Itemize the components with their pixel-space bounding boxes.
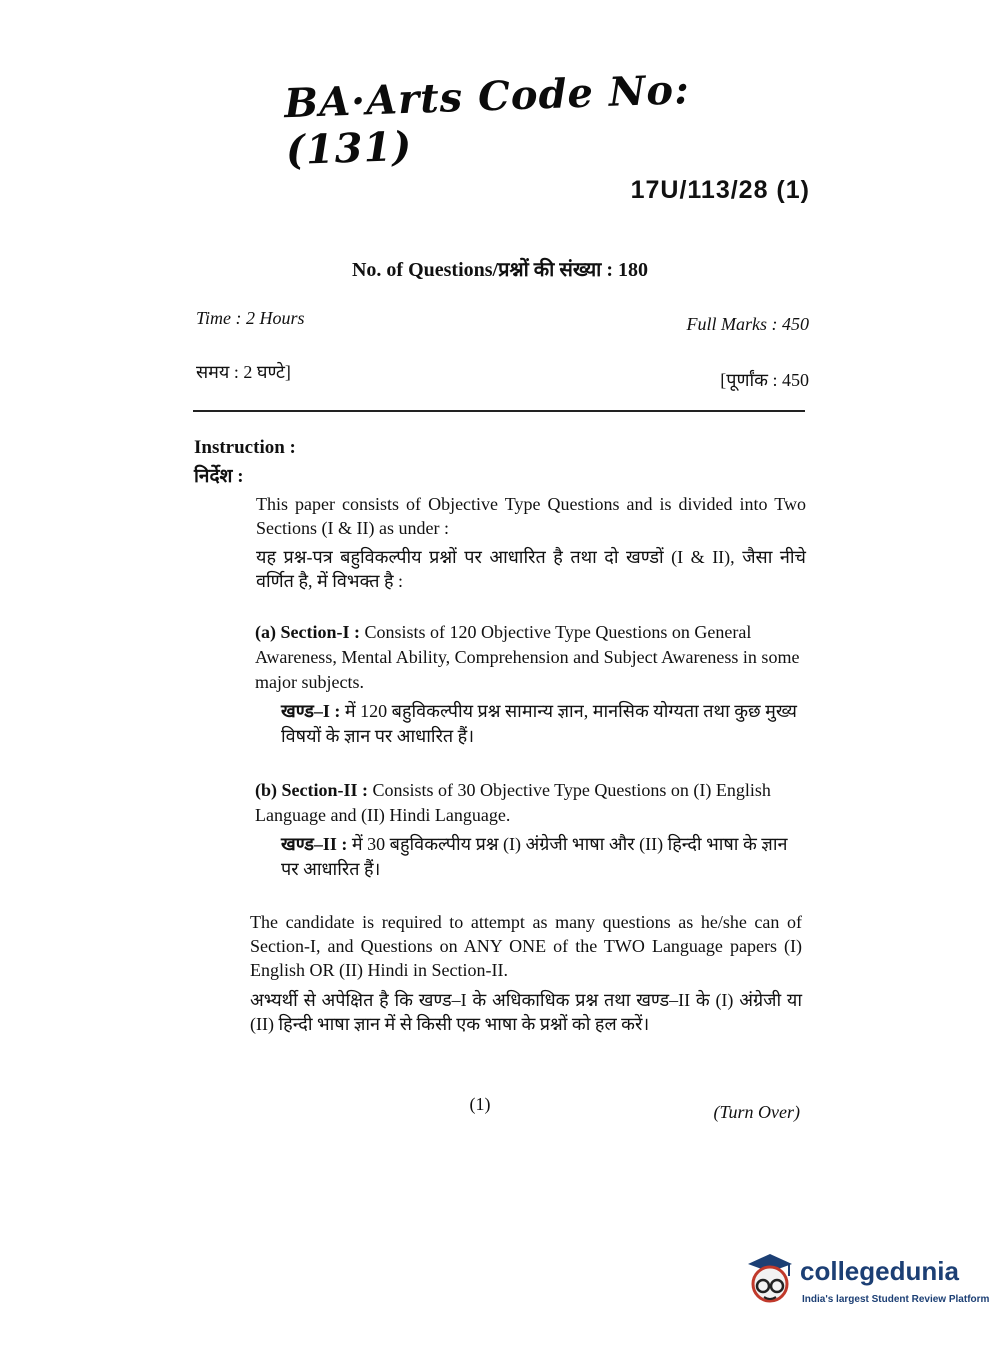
intro-hindi: यह प्रश्न-पत्र बहुविकल्पीय प्रश्नों पर आधारित है तथा दो खण्डों (I & II), जैसा नीचे वर्णित है, में विभक्त है : <box>256 547 806 591</box>
collegedunia-watermark <box>742 1250 990 1314</box>
section-two-text: Consists of 30 Objective Type Questions on (I) English Language and (II) Hindi Language. <box>255 780 771 825</box>
full-marks-hindi: [पूर्णांक : 450 <box>720 370 809 390</box>
instruction-heading-hindi: निर्देश : <box>194 466 244 487</box>
candidate-instruction-hindi: अभ्यर्थी से अपेक्षित है कि खण्ड–I के अधिकाधिक प्रश्न तथा खण्ड–II के (I) अंग्रेजी या (II) हिन्दी भाषा ज्ञान में से किसी एक भाषा के प्रश्नों को हल करें। <box>250 990 802 1034</box>
instruction-heading: Instruction : <box>194 437 296 458</box>
section-one-label: (a) Section-I : <box>255 622 360 642</box>
paper-code: 17U/113/28 (1) <box>630 176 810 204</box>
section-two-label-hindi: खण्ड–II : <box>281 834 348 854</box>
header-divider <box>193 410 805 412</box>
time-english: Time : 2 Hours <box>196 308 305 328</box>
brand-tagline: India's largest Student Review Platform <box>802 1294 990 1305</box>
number-of-questions: No. of Questions/प्रश्नों की संख्या : 180 <box>351 259 649 281</box>
candidate-instruction-english: The candidate is required to attempt as many questions as he/she can of Section-I, and Questions on ANY ONE of the TWO Language papers (I) English OR (II) Hindi in Section-II. <box>250 912 802 980</box>
full-marks-english: Full Marks : 450 <box>686 314 809 334</box>
section-two-text-hindi: में 30 बहुविकल्पीय प्रश्न (I) अंग्रेजी भाषा और (II) हिन्दी भाषा के ज्ञान पर आधारित हैं। <box>281 834 788 879</box>
brand-name: collegedunia <box>800 1256 959 1286</box>
intro-english: This paper consists of Objective Type Questions and is divided into Two Sections (I & II) as under : <box>256 494 806 538</box>
section-two-label: (b) Section-II : <box>255 780 368 800</box>
section-one-text: Consists of 120 Objective Type Questions on General Awareness, Mental Ability, Comprehension and Subject Awareness in some major subjects. <box>255 622 800 692</box>
section-two-item <box>255 778 807 882</box>
mascot-icon <box>742 1250 798 1310</box>
handwritten-note: BA·Arts Code No: (131) <box>283 66 691 175</box>
section-one-text-hindi: में 120 बहुविकल्पीय प्रश्न सामान्य ज्ञान, मानसिक योग्यता तथा कुछ मुख्य विषयों के ज्ञान पर आधारित हैं। <box>281 701 797 746</box>
time-hindi: समय : 2 घण्टे] <box>196 362 291 382</box>
page-number: (1) <box>469 1094 491 1114</box>
turn-over: (Turn Over) <box>713 1102 800 1122</box>
section-one-label-hindi: खण्ड–I : <box>281 701 341 721</box>
section-one-item <box>255 620 807 749</box>
